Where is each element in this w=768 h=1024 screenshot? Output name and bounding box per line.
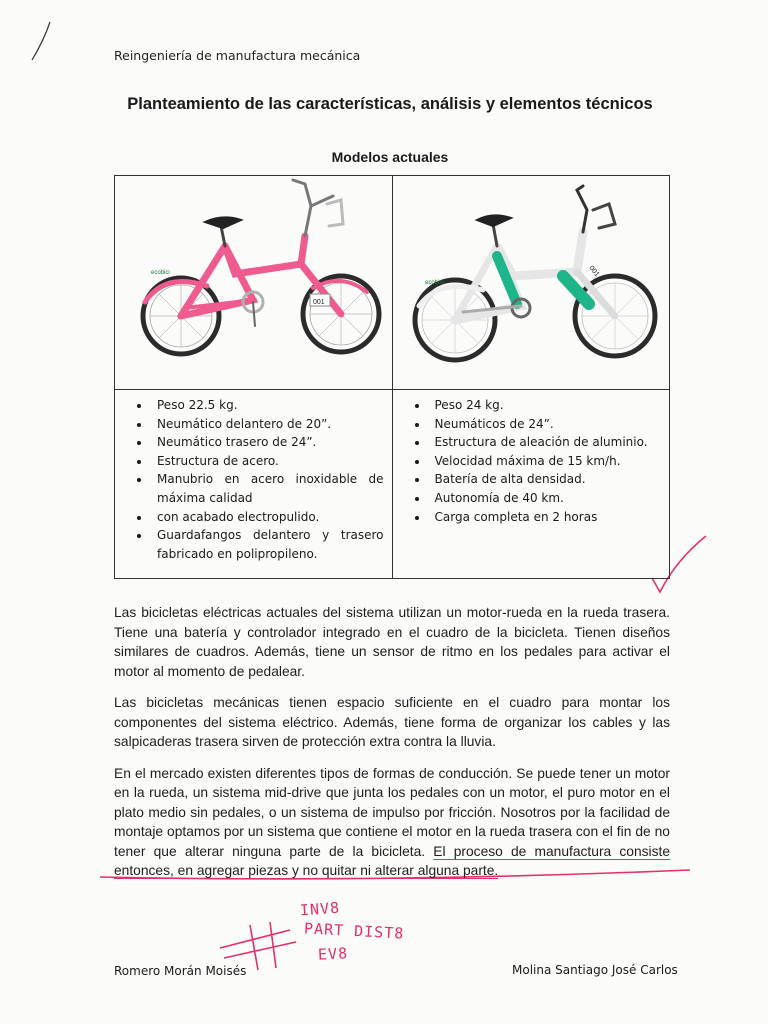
spec-item: • Autonomía de 40 km. (429, 489, 662, 508)
running-header: Reingeniería de manufactura mecánica (114, 48, 361, 63)
paragraph-3 (114, 764, 670, 881)
models-table (114, 175, 670, 579)
model-1-image-cell (115, 176, 393, 390)
model-2-plate: 001 (586, 264, 600, 279)
hash-scribble (220, 922, 296, 970)
model-1-spec-list (115, 396, 384, 563)
model-2-spec-list (393, 396, 662, 526)
spec-item: • Estructura de aleación de aluminio. (429, 433, 662, 452)
paragraph-3-underlined: El proceso de manufactura consiste entonces, en agregar piezas y no quitar ni alterar alguna parte. (114, 843, 670, 878)
handwritten-note-2: PART DIST8 (303, 919, 405, 943)
page-title: Planteamiento de las características, análisis y elementos técnicos (127, 95, 653, 113)
white-ebike-image (393, 176, 670, 384)
footer-author-right: Molina Santiago José Carlos (512, 963, 678, 977)
spec-item: • Peso 22.5 kg. (151, 396, 384, 415)
spec-item: • Peso 24 kg. (429, 396, 662, 415)
section-subtitle: Modelos actuales (331, 149, 449, 165)
model-2-image-cell (392, 176, 670, 390)
model-1-logo: ecobici (151, 270, 170, 276)
model-1-specs-cell (115, 390, 393, 579)
model-1-plate: 001 (313, 299, 325, 306)
model-2-logo: ecobici (424, 280, 444, 286)
paragraph-3-text: En el mercado existen diferentes tipos de formas de conducción. Se puede tener un motor en la rueda, un sistema mid-drive que junta los pedales con un motor, el puro motor en el plato medio sin pedales, o un sistema de impulso por fricción. Nosotros por la facilidad de montaje optamos por un sistema que contiene el motor en la rueda trasera con el fin de no tener que alterar ninguna parte de la bicicleta. (114, 765, 670, 859)
spec-item: • Manubrio en acero inoxidable de máxima calidad (151, 470, 384, 507)
spec-item: • Estructura de acero. (151, 452, 384, 471)
spec-item: • Velocidad máxima de 15 km/h. (429, 452, 662, 471)
handwritten-note-3: EV8 (317, 944, 349, 964)
spec-item: • Neumático trasero de 24”. (151, 433, 384, 452)
spec-item: • Carga completa en 2 horas (429, 508, 662, 527)
spec-item: • Batería de alta densidad. (429, 470, 662, 489)
spec-item: • Neumáticos de 24”. (429, 415, 662, 434)
spec-item: • con acabado electropulido. (151, 508, 384, 527)
spec-item: • Guardafangos delantero y trasero fabricado en polipropileno. (151, 526, 384, 563)
body-text (114, 603, 670, 893)
handwritten-note-1: INV8 (299, 898, 341, 920)
footer-author-left: Romero Morán Moisés (114, 964, 247, 978)
spec-item: • Neumático delantero de 20”. (151, 415, 384, 434)
paragraph-1: Las bicicletas eléctricas actuales del sistema utilizan un motor-rueda en la rueda trasera. Tiene una batería y controlador integrado en el cuadro de la bicicleta. Tienen diseños similares de cuadros. Además, tiene un sensor de ritmo en los pedales para activar el motor al momento de pedalear. (114, 605, 670, 679)
paragraph-2: Las bicicletas mecánicas tienen espacio suficiente en el cuadro para montar los componentes del sistema eléctrico. Además, tiene forma de organizar los cables y las salpicaderas trasera sirven de protección extra contra la lluvia. (114, 695, 670, 749)
model-2-specs-cell (392, 390, 670, 579)
pink-bike-image (115, 176, 392, 384)
